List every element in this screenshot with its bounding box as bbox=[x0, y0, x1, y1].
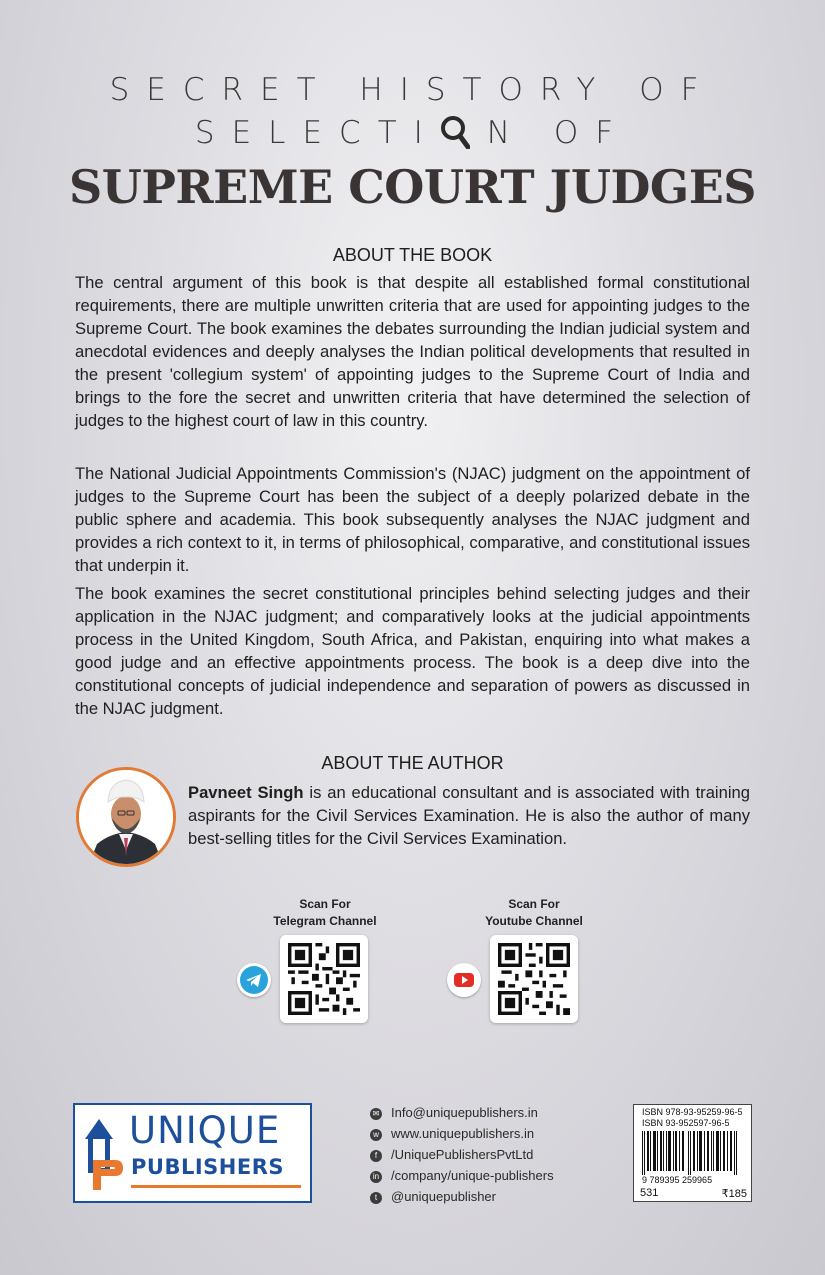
youtube-qr-label bbox=[449, 896, 619, 930]
about-book-paragraph-2: The National Judicial Appointments Commission's (NJAC) judgment on the appointment of judges to the Supreme Court has been the subject of a deeply polarized debate in the public sphere and academia. This book subsequently analyses the NJAC judgment and provides a rich context to it, in terms of philosophical, comparative, and constitutional issues that underpin it. bbox=[75, 464, 750, 575]
contact-linkedin-text: /company/unique-publishers bbox=[391, 1168, 554, 1183]
about-author-heading: ABOUT THE AUTHOR bbox=[321, 753, 504, 773]
isbn-barcode bbox=[633, 1104, 752, 1202]
barcode-bars bbox=[642, 1131, 742, 1175]
barcode-digits: 9 789395 259965 bbox=[642, 1175, 713, 1185]
youtube-label-line-1: Scan For bbox=[508, 897, 560, 911]
contact-email-text: Info@uniquepublishers.in bbox=[391, 1105, 538, 1120]
title-line-1: SECRET HISTORY OF bbox=[109, 72, 716, 108]
title-line-2 bbox=[0, 115, 825, 151]
youtube-qr-code[interactable] bbox=[490, 935, 578, 1023]
telegram-label-line-1: Scan For bbox=[299, 897, 351, 911]
about-book-paragraph-1: The central argument of this book is that despite all established formal constitutional requirements, there are multiple unwritten criteria that are used for appointing judges to the Supreme Court. The book examines the debates surrounding the Indian judicial system and anecdotal evidences and deeply analyses the Indian political developments that resulted in the present 'collegium system' of appointing judges to the Supreme Court of India and brings to the fore the secret and unwritten criteria that have determined the selection of judges to the highest court of law in this country. bbox=[75, 273, 750, 430]
book-title: SUPREME COURT JUDGES bbox=[68, 160, 756, 214]
telegram-qr-pattern bbox=[288, 943, 360, 1015]
magnifier-icon bbox=[440, 115, 470, 149]
isbn-10: ISBN 93-952597-96-5 bbox=[642, 1118, 730, 1128]
email-icon: ✉ bbox=[370, 1108, 382, 1120]
web-icon: w bbox=[370, 1129, 382, 1141]
author-name: Pavneet Singh bbox=[188, 783, 304, 802]
youtube-icon[interactable] bbox=[447, 963, 481, 997]
price: ₹185 bbox=[721, 1188, 747, 1200]
telegram-label-line-2: Telegram Channel bbox=[273, 914, 377, 928]
youtube-label-line-2: Youtube Channel bbox=[485, 914, 583, 928]
author-bio-text: is an educational consultant and is associated with training aspirants for the Civil Services Examination. He is also the author of many best-selling titles for the Civil Services Examination. bbox=[188, 783, 750, 848]
logo-unique-text: UNIQUE bbox=[129, 1109, 281, 1152]
barcode-code: 531 bbox=[640, 1187, 659, 1199]
title-line-2-end: N OF bbox=[486, 115, 631, 151]
telegram-qr-code[interactable] bbox=[280, 935, 368, 1023]
title-line-2-start: SELECTI bbox=[194, 115, 440, 151]
contact-twitter-text: @uniquepublisher bbox=[391, 1189, 496, 1204]
author-bio bbox=[188, 781, 750, 850]
linkedin-icon: in bbox=[370, 1171, 382, 1183]
about-book-paragraph-3: The book examines the secret constitutional principles behind selecting judges and their application in the NJAC judgment; and comparatively looks at the judicial appointments process in the United Kingdom, South Africa, and Pakistan, enquiring into what makes a good judge and an effective appointments process. The book is a deep dive into the constitutional concepts of judicial independence and separation of powers as discussed in the NJAC judgment. bbox=[75, 584, 750, 718]
twitter-icon: t bbox=[370, 1192, 382, 1204]
telegram-qr-label bbox=[240, 896, 410, 930]
publisher-logo bbox=[73, 1103, 312, 1203]
contact-facebook-text: /UniquePublishersPvtLtd bbox=[391, 1147, 534, 1162]
youtube-qr-pattern bbox=[498, 943, 570, 1015]
isbn-13: ISBN 978-93-95259-96-5 bbox=[642, 1107, 743, 1117]
contact-website-text: www.uniquepublishers.in bbox=[391, 1126, 535, 1141]
author-photo bbox=[76, 767, 176, 867]
telegram-icon[interactable] bbox=[237, 963, 271, 997]
logo-publishers-text: PUBLISHERS bbox=[131, 1155, 284, 1179]
facebook-icon: f bbox=[370, 1150, 382, 1162]
about-book-heading: ABOUT THE BOOK bbox=[332, 245, 493, 265]
